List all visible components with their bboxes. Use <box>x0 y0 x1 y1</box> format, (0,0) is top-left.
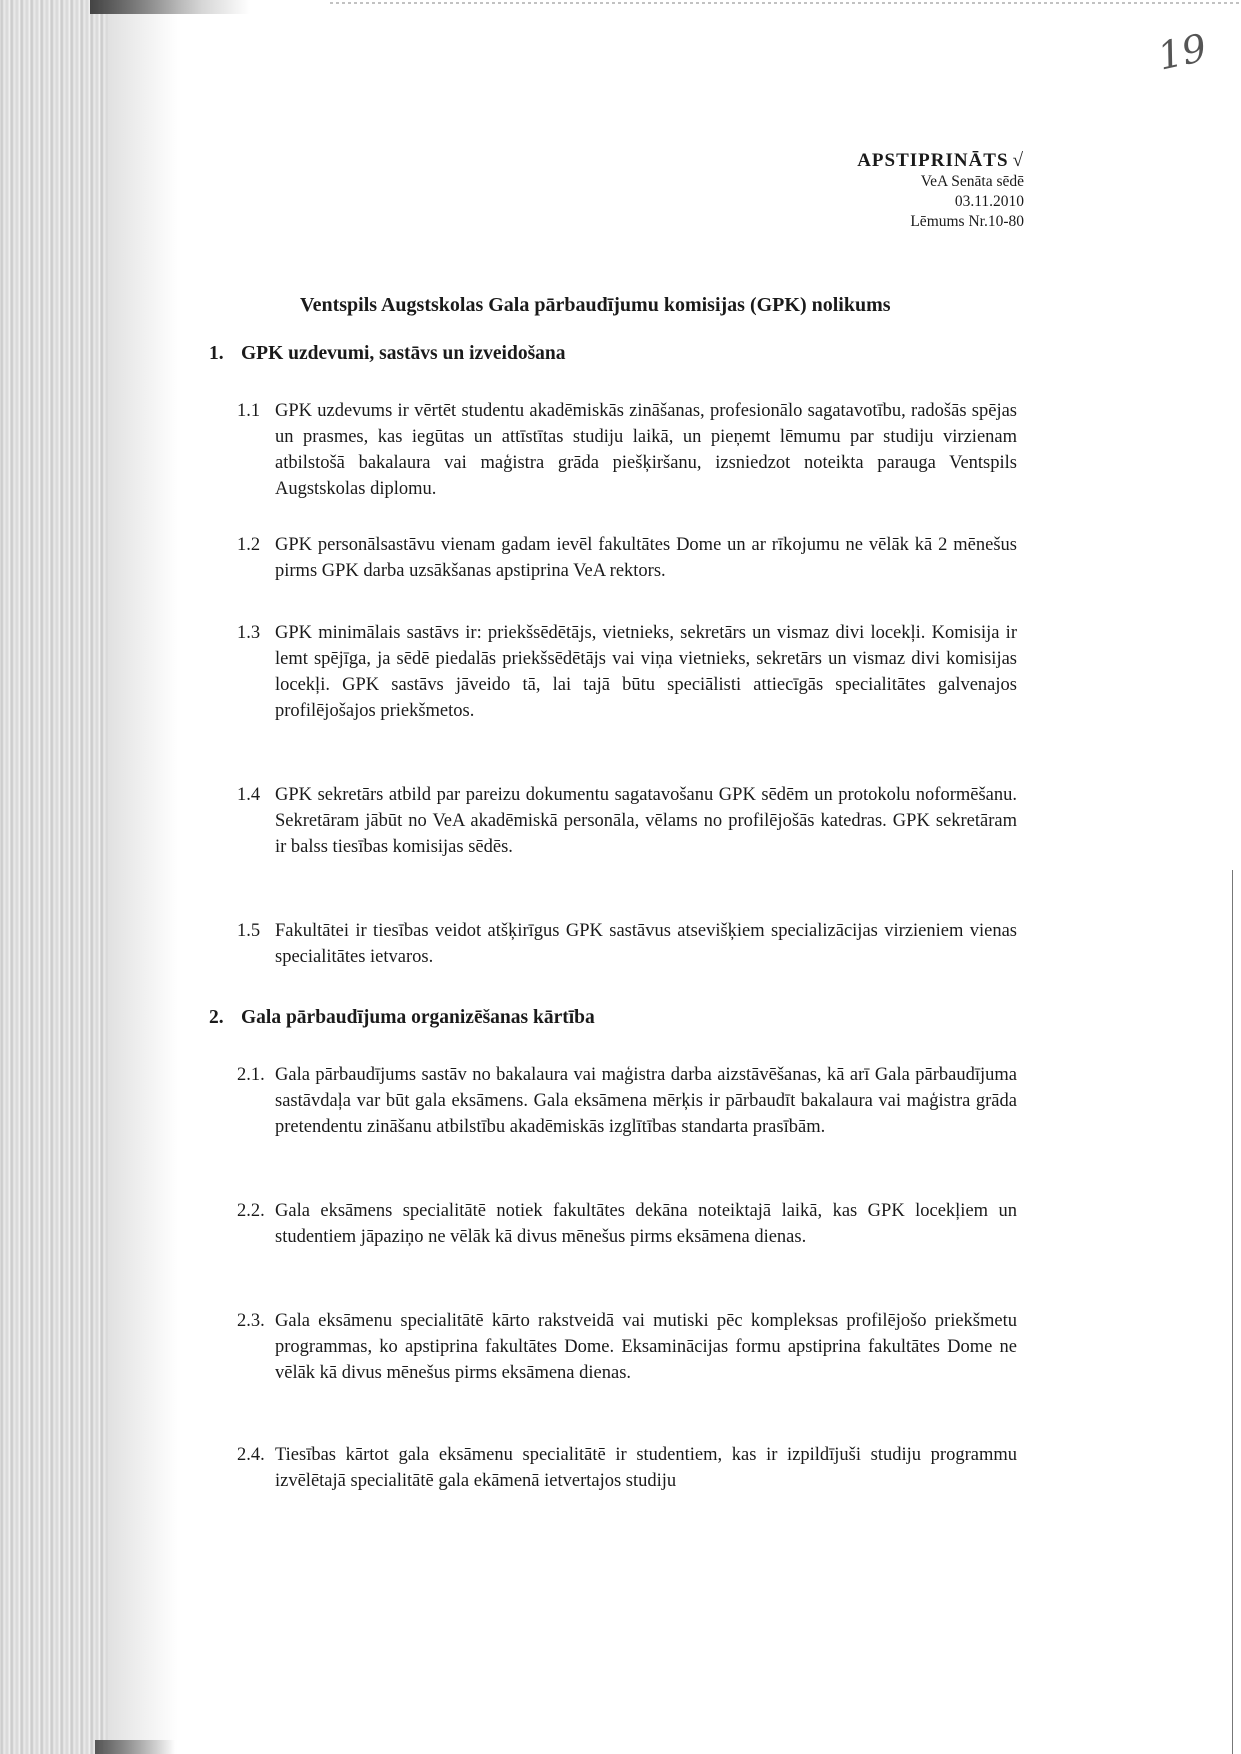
approval-decision-number: Lēmums Nr.10-80 <box>910 213 1024 230</box>
clause-text: Gala eksāmenu specialitātē kārto rakstveidā vai mutiski pēc kompleksas profilējošo priekšmetu programmas, ko apstiprina fakultātes Dome. Eksaminācijas formu apstiprina fakultātes Dome ne vēlāk kā divus mēnešus pirms eksāmena dienas. <box>275 1311 1017 1383</box>
clause-2-3 <box>237 1308 1017 1386</box>
section-heading-2 <box>209 1007 595 1029</box>
clause-text: Fakultātei ir tiesības veidot atšķirīgus GPK sastāvus atsevišķiem specializācijas virzieniem vienas specialitātes ietvaros. <box>275 921 1017 967</box>
clause-text: GPK uzdevums ir vērtēt studentu akadēmiskās zināšanas, profesionālo sagatavotību, radošās spējas un prasmes, kas iegūtas un attīstītas studiju laikā, un pieņemt lēmumu par studiju virzienam atbilstošā bakalaura vai maģistra grāda piešķiršanu, izsniedzot noteikta parauga Ventspils Augstskolas diplomu. <box>275 401 1017 499</box>
scan-top-smudge <box>90 0 250 14</box>
clause-number: 2.2. <box>237 1201 265 1221</box>
section-title: Gala pārbaudījuma organizēšanas kārtība <box>241 1007 595 1028</box>
handwritten-page-number: 19 <box>1153 25 1211 79</box>
section-title: GPK uzdevumi, sastāvs un izveidošana <box>241 343 566 364</box>
section-number: 2. <box>209 1007 224 1028</box>
approval-block <box>857 150 1024 232</box>
document-title: Ventspils Augstskolas Gala pārbaudījumu komisijas (GPK) nolikums <box>300 294 891 316</box>
clause-text: GPK sekretārs atbild par pareizu dokumentu sagatavošanu GPK sēdēm un protokolu noformēšanu. Sekretāram jābūt no VeA akadēmiskā personāla, vēlams no profilējošās katedras. GPK sekretāram ir balss tiesības komisijas sēdēs. <box>275 785 1017 857</box>
clause-2-1 <box>237 1062 1017 1140</box>
approval-heading-line <box>857 150 1024 172</box>
clause-number: 1.2 <box>237 535 261 555</box>
clause-text: Tiesības kārtot gala eksāmenu specialitātē ir studentiem, kas ir izpildījuši studiju programmu izvēlētajā specialitātē gala ekāmenā ietvertajos studiju <box>275 1445 1017 1491</box>
clause-text: GPK personālsastāvu vienam gadam ievēl fakultātes Dome un ar rīkojumu ne vēlāk kā 2 mēnešus pirms GPK darba uzsākšanas apstiprina VeA rektors. <box>275 535 1017 581</box>
clause-text: Gala eksāmens specialitātē notiek fakultātes dekāna noteiktajā laikā, kas GPK locekļiem un studentiem jāpaziņo ne vēlāk kā divus mēnešus pirms eksāmena dienas. <box>275 1201 1017 1247</box>
approval-date: 03.11.2010 <box>954 193 1024 210</box>
scan-edge-shadow <box>0 0 108 1754</box>
clause-text: GPK minimālais sastāvs ir: priekšsēdētājs, vietnieks, sekretārs un vismaz divi locekļi. Komisija ir lemt spējīga, ja sēdē piedalās priekšsēdētājs vai viņa vietnieks, sekretārs un vismaz divi komisijas locekļi. GPK sastāvs jāveido tā, lai tajā būtu speciālisti attiecīgās specialitātes galvenajos profilējošajos priekšmetos. <box>275 623 1017 721</box>
scan-edge-fade <box>108 0 178 1754</box>
clause-1-5 <box>237 918 1017 970</box>
clause-1-4 <box>237 782 1017 860</box>
approval-checkmark: √ <box>1012 150 1024 171</box>
clause-2-4 <box>237 1442 1017 1494</box>
clause-number: 2.3. <box>237 1311 265 1331</box>
section-number: 1. <box>209 343 224 364</box>
clause-number: 1.3 <box>237 623 261 643</box>
scan-top-line <box>330 2 1241 4</box>
scan-right-edge-line <box>1232 870 1233 1754</box>
approval-heading: APSTIPRINĀTS <box>857 150 1009 171</box>
clause-number: 1.1 <box>237 401 261 421</box>
clause-2-2 <box>237 1198 1017 1250</box>
approval-meeting: VeA Senāta sēdē <box>920 173 1024 190</box>
clause-number: 2.4. <box>237 1445 265 1465</box>
clause-number: 1.4 <box>237 785 261 805</box>
clause-1-2 <box>237 532 1017 584</box>
section-heading-1 <box>209 343 566 365</box>
clause-1-3 <box>237 620 1017 724</box>
clause-number: 1.5 <box>237 921 261 941</box>
clause-number: 2.1. <box>237 1065 265 1085</box>
clause-1-1 <box>237 398 1017 502</box>
scan-bottom-smudge <box>95 1740 175 1754</box>
clause-text: Gala pārbaudījums sastāv no bakalaura vai maģistra darba aizstāvēšanas, kā arī Gala pārbaudījuma sastāvdaļa var būt gala eksāmens. Gala eksāmena mērķis ir pārbaudīt bakalaura vai maģistra grāda pretendentu zināšanu atbilstību akadēmiskās izglītības standarta prasībām. <box>275 1065 1017 1137</box>
